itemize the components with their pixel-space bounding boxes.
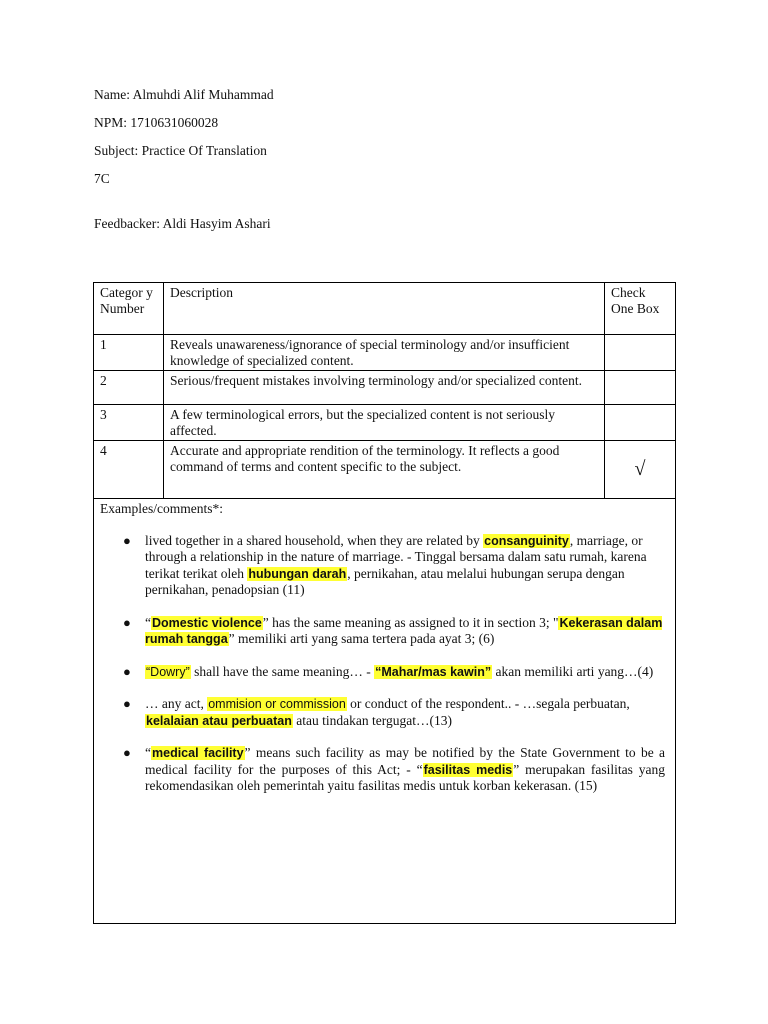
check-box[interactable] [605, 371, 676, 405]
highlighted-term: “Dowry” [146, 664, 190, 679]
bullet-icon: ● [123, 663, 131, 679]
list-item: ● “Domestic violence” has the same meaning as assigned to it in section 3; "Kekerasan dalam rumah tangga” memiliki arti yang sama tertera pada ayat 3; (6) [123, 614, 663, 646]
check-box[interactable] [605, 335, 676, 371]
highlighted-term: consanguinity [484, 533, 569, 548]
list-item: ● “Dowry” shall have the same meaning… - “Mahar/mas kawin” akan memiliki arti yang…(4) [123, 663, 654, 679]
examples-row [94, 499, 676, 924]
table-row [94, 335, 676, 371]
row-description: Reveals unawareness/ignorance of special terminology and/or insufficient knowledge of specialized content. [164, 335, 605, 371]
row-number: 2 [94, 371, 164, 405]
highlighted-term: fasilitas medis [423, 762, 513, 777]
check-box[interactable] [605, 405, 676, 441]
student-name: Name: Almuhdi Alif Muhammad [94, 87, 274, 102]
header-category: Categor y Number [94, 283, 164, 335]
class-code: 7C [94, 171, 110, 186]
table-header-row [94, 283, 676, 335]
examples-cell [94, 499, 676, 924]
header-check: Check One Box [605, 283, 676, 335]
row-description: Accurate and appropriate rendition of the terminology. It reflects a good command of terms and content specific to the subject. [164, 441, 605, 499]
student-npm: NPM: 1710631060028 [94, 115, 219, 130]
header-description: Description [164, 283, 605, 335]
list-item: ● “medical facility” means such facility as may be notified by the State Government to be a medical facility for the purposes of this Act; - “fasilitas medis” merupakan fasilitas yang rekomendasikan oleh pemerintah yaitu fasilitas medis untuk korban kekerasan. (15) [123, 745, 666, 793]
student-info [94, 86, 674, 243]
examples-label: Examples/comments*: [100, 501, 223, 516]
list-item: ● lived together in a shared household, when they are related by consanguinity, marriage, or through a relationship in the nature of marriage. - Tinggal bersama dalam satu rumah, karena terikat terikat oleh hubungan darah, pernikahan, atau melalui hubungan serupa dengan pernikahan, penadopsian (11) [123, 532, 647, 597]
row-description: Serious/frequent mistakes involving terminology and/or specialized content. [164, 371, 605, 405]
row-number: 3 [94, 405, 164, 441]
check-mark[interactable]: √ [605, 441, 676, 499]
highlighted-term: kelalaian atau perbuatan [146, 713, 292, 728]
highlighted-term: ommision or commission [208, 697, 346, 711]
table-row [94, 441, 676, 499]
table-row [94, 371, 676, 405]
bullet-icon: ● [123, 696, 131, 711]
highlighted-term: “Mahar/mas kawin” [375, 664, 492, 679]
list-item: ● … any act, ommision or commission or conduct of the respondent.. - …segala perbuatan, kelalaian atau perbuatan atau tindakan tergugat…(13) [123, 696, 630, 728]
highlighted-term: medical facility [152, 746, 244, 760]
row-description: A few terminological errors, but the specialized content is not seriously affected. [164, 405, 605, 441]
examples-list [100, 533, 669, 795]
bullet-icon: ● [123, 532, 131, 548]
rubric-table [93, 282, 676, 924]
highlighted-term: Kekerasan dalam rumah tangga [145, 615, 663, 646]
highlighted-term: Domestic violence [152, 615, 262, 630]
bullet-icon: ● [123, 745, 131, 760]
highlighted-term: hubungan darah [248, 566, 347, 581]
bullet-icon: ● [123, 614, 131, 630]
table-row [94, 405, 676, 441]
row-number: 4 [94, 441, 164, 499]
feedbacker: Feedbacker: Aldi Hasyim Ashari [94, 216, 271, 231]
row-number: 1 [94, 335, 164, 371]
subject: Subject: Practice Of Translation [94, 143, 267, 158]
